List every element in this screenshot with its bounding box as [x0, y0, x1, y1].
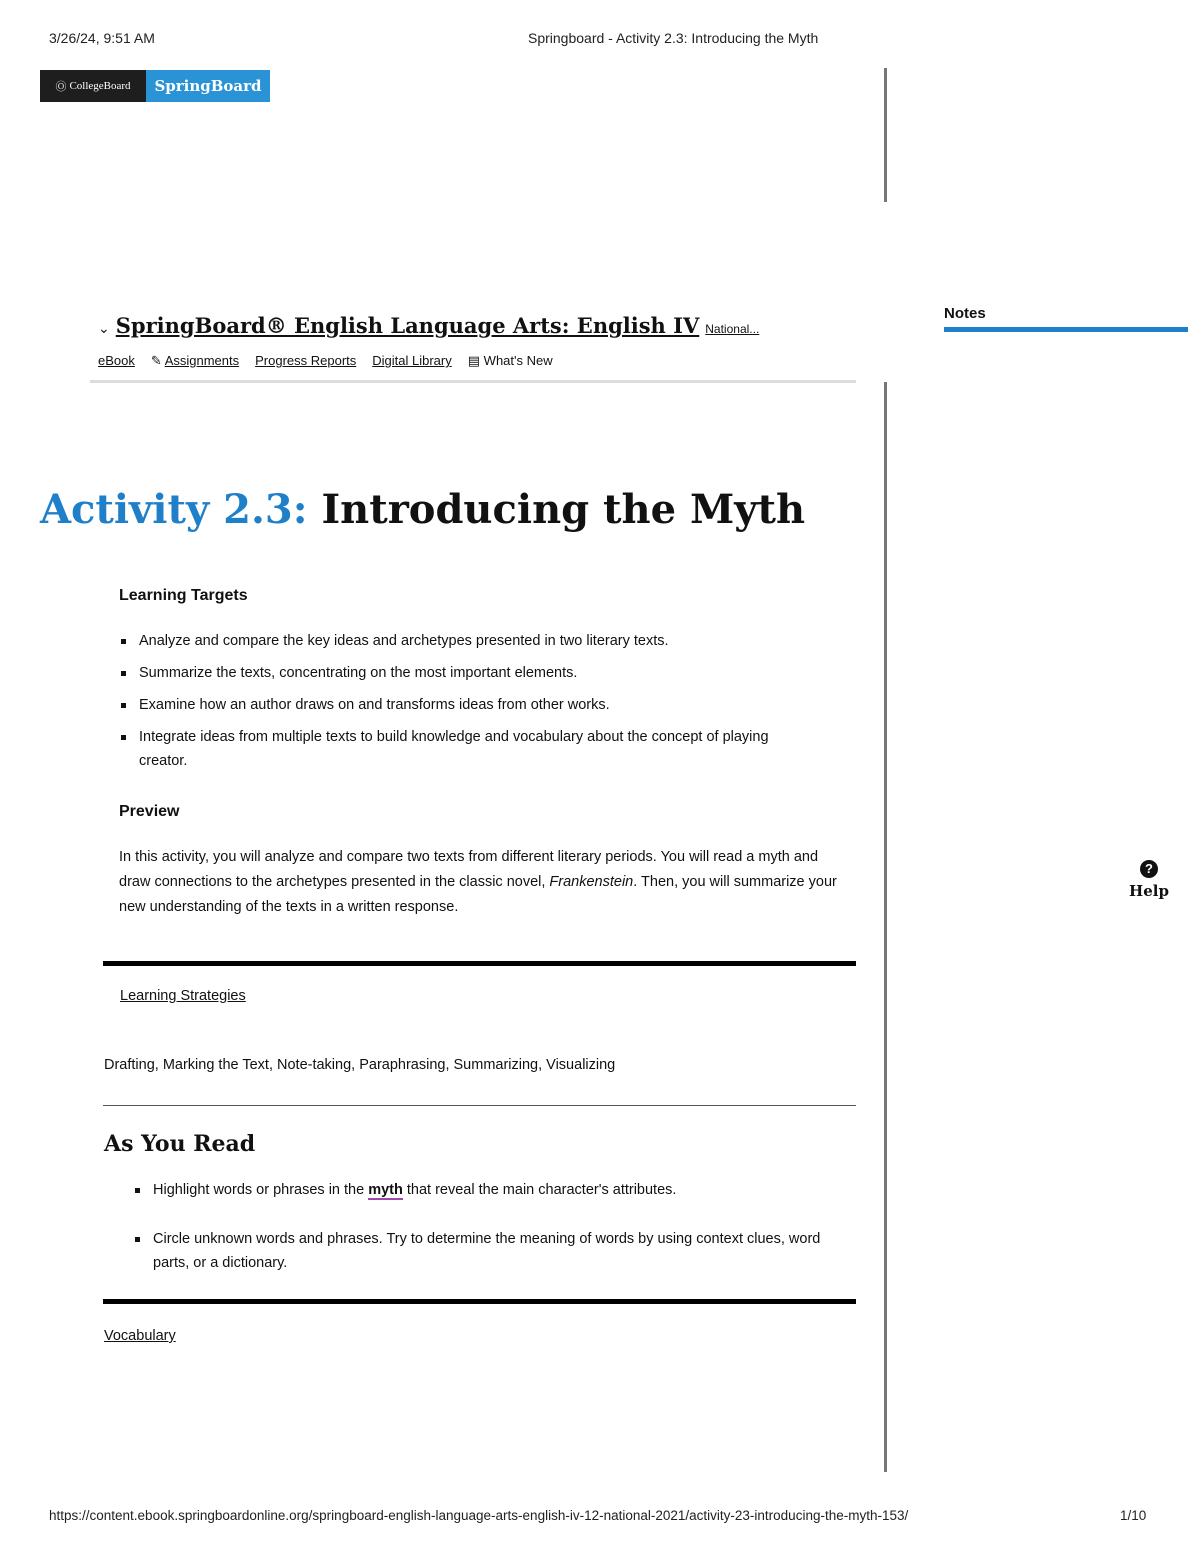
list-item-text: Highlight words or phrases in the	[153, 1182, 369, 1198]
strategies-list: Drafting, Marking the Text, Note-taking, Paraphrasing, Summarizing, Visualizing	[104, 1057, 616, 1073]
nav-digital-library[interactable]: Digital Library	[372, 353, 452, 368]
list-item: Circle unknown words and phrases. Try to determine the meaning of words by using context clues, word parts, or a dictionary.	[133, 1227, 823, 1275]
myth-glossary-link[interactable]: myth	[368, 1182, 403, 1198]
print-url: https://content.ebook.springboardonline.org/springboard-english-language-arts-english-iv-12-national-2021/activity-23-introducing-the-myth-153/	[49, 1508, 909, 1523]
springboard-logo: SpringBoard	[146, 70, 270, 102]
section-divider	[103, 961, 856, 966]
help-button[interactable]	[1128, 860, 1170, 900]
newspaper-icon: ▤	[467, 353, 481, 368]
frankenstein-title: Frankenstein	[549, 874, 634, 890]
collegeboard-logo	[40, 70, 146, 102]
as-you-read-heading: As You Read	[104, 1131, 256, 1157]
section-divider	[103, 1105, 856, 1106]
nav-whats-new-label: What's New	[483, 353, 553, 368]
nav-ebook[interactable]: eBook	[98, 353, 135, 368]
learning-targets-list	[119, 629, 819, 773]
preview-heading: Preview	[119, 803, 180, 820]
notes-underline	[944, 327, 1188, 332]
acorn-icon: Ⓞ	[55, 81, 67, 93]
learning-targets-heading: Learning Targets	[119, 587, 248, 604]
vocabulary-link[interactable]: Vocabulary	[104, 1328, 176, 1344]
chevron-down-icon[interactable]: ⌄	[98, 321, 110, 337]
collegeboard-springboard-logo[interactable]	[40, 70, 270, 102]
list-item: Summarize the texts, concentrating on the most important elements.	[119, 661, 819, 685]
edit-icon: ✎	[150, 353, 162, 368]
course-edition[interactable]: National...	[705, 322, 760, 336]
page-title	[40, 486, 805, 533]
notes-title: Notes	[944, 305, 986, 322]
column-divider	[884, 382, 887, 1472]
print-page-title: Springboard - Activity 2.3: Introducing the Myth	[528, 30, 819, 46]
list-item	[133, 1178, 823, 1202]
column-divider-top	[884, 68, 887, 202]
print-page-number: 1/10	[1120, 1508, 1147, 1523]
help-icon: ?	[1140, 860, 1158, 878]
list-item-text: that reveal the main character's attributes.	[402, 1182, 677, 1198]
nav-assignments-label: Assignments	[164, 353, 240, 368]
top-nav	[98, 353, 553, 369]
preview-text	[119, 845, 841, 920]
nav-assignments[interactable]	[151, 353, 239, 369]
list-item: Integrate ideas from multiple texts to build knowledge and vocabulary about the concept of playing creator.	[119, 725, 819, 773]
section-divider	[103, 1299, 856, 1304]
activity-number: Activity 2.3:	[40, 486, 308, 533]
as-you-read-list	[133, 1178, 823, 1275]
print-datetime: 3/26/24, 9:51 AM	[49, 30, 155, 46]
course-header	[98, 313, 759, 338]
course-title-link[interactable]: SpringBoard® English Language Arts: English IV	[115, 313, 700, 338]
preview-text-part: In this activity, you will analyze and compare two texts from different literary periods. You will read a myth and draw connections to the archetypes presented in the classic novel,	[119, 849, 819, 890]
learning-strategies-link[interactable]: Learning Strategies	[120, 988, 246, 1004]
list-item: Analyze and compare the key ideas and archetypes presented in two literary texts.	[119, 629, 819, 653]
activity-title: Introducing the Myth	[321, 486, 806, 533]
preview-text-part: . Then, you will summarize your new understanding of the texts in a written response.	[119, 874, 837, 915]
nav-divider	[90, 380, 856, 383]
collegeboard-wordmark: CollegeBoard	[69, 80, 131, 92]
help-label: Help	[1129, 882, 1169, 900]
nav-progress-reports[interactable]: Progress Reports	[255, 353, 357, 368]
list-item: Examine how an author draws on and transforms ideas from other works.	[119, 693, 819, 717]
nav-whats-new[interactable]	[468, 353, 553, 369]
